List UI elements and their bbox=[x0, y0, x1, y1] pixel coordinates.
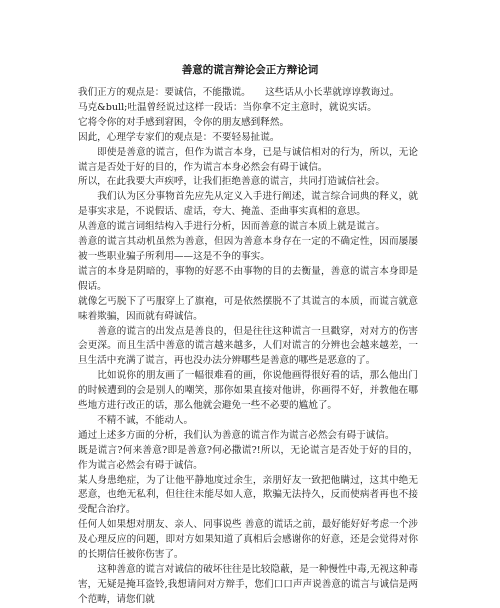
paragraph: 善意的谎言的出发点是善良的，但是往往这种谎言一旦戳穿，对对方的伤害会更深。而且生活中善意的谎言越来越多，人们对谎言的分辨也会越来越差，一旦生活中充满了谎言，再也没办法分辨哪些是善意的哪些是恶意的了。 bbox=[78, 325, 418, 367]
document-body bbox=[78, 86, 418, 608]
paragraph: 所以，在此我要大声疾呼，让我们拒绝善意的谎言，共同打造诚信社会。 bbox=[78, 176, 385, 188]
paragraph: 某人身患绝症，为了让他平静地度过余生，亲朋好友一致把他瞒过，这其中绝无恶意，也绝无私利，但往往未能尽如人意，欺骗无法持久，反而使病者再也不接受配合治疗。 bbox=[78, 474, 418, 516]
paragraph: 就像乞丐脱下了丐服穿上了旗袍，可是依然摆脱不了其谎言的本质，而谎言就意味着欺骗，因而就有碍诚信。 bbox=[78, 295, 418, 322]
paragraph: 这种善意的谎言对诚信的破坏往往是比较隐蔽，是一种慢性中毒,无视这种毒害，无疑是掩耳盗铃,我想请问对方辩手，您们口口声声说善意的谎言与诚信是两个范畴，请您们就 bbox=[78, 564, 418, 605]
paragraph: 马克&bull;吐温曾经说过这样一段话：当你拿不定主意时，就说实话。 bbox=[78, 101, 377, 113]
paragraph: 我们正方的观点是：要诚信，不能撒谎。 这些话从小长辈就谆谆教诲过。 bbox=[78, 87, 400, 98]
paragraph: 谎言的本身是阴暗的，事物的好恶不由事物的目的去衡量，善意的谎言本身即是假话。 bbox=[78, 265, 418, 292]
paragraph: 通过上述多方面的分析，我们认为善意的谎言作为谎言必然会有碍于诚信。 bbox=[78, 429, 395, 441]
paragraph: 不精不诚，不能动人。 bbox=[97, 414, 194, 426]
paragraph: 比如说你的朋友画了一幅很难看的画，你说他画得很好看的话，那么他出门的时候遭到的会是别人的嘲笑，那你如果直接对他讲，你画得不好，并教他在哪些地方进行改正的话，那么他就会避免一些不必要的尴尬了。 bbox=[78, 370, 418, 412]
paragraph: 善意的谎言其动机虽然为善意，但因为善意本身存在一定的不确定性，因而屡屡被一些职业骗子所利用——这是不争的事实。 bbox=[78, 236, 418, 262]
paragraph: 既是谎言?何来善意?即是善意?何必撒谎?!所以，无论谎言是否处于好的目的，作为谎言必然会有碍于诚信。 bbox=[78, 444, 418, 471]
paragraph: 因此，心理学专家们的观点是：不要轻易扯谎。 bbox=[78, 131, 280, 143]
paragraph: 我们认为区分事物首先应先从定义入手进行阐述，谎言综合词典的释义，就是事实求是，不说假话、虚话，夸大、掩盖、歪曲事实真相的意思。 bbox=[78, 191, 418, 218]
paragraph: 任何人如果想对朋友、亲人、同事说些 善意的谎话之前，最好能好好考虑一个涉及心理反应的问题，即对方如果知道了真相后会感谢你的好意，还是会觉得对你的长期信任被你伤害了。 bbox=[78, 519, 418, 561]
paragraph: 即使是善意的谎言，但作为谎言本身，已是与诚信相对的行为，所以，无论谎言是否处于好的目的，作为谎言本身必然会有碍于诚信。 bbox=[78, 146, 418, 173]
document-title: 善意的谎言辩论会正方辩论词 bbox=[181, 64, 319, 76]
paragraph: 它将令你的对手感到窘困，令你的朋友感到释然。 bbox=[78, 116, 290, 128]
paragraph: 从善意的谎言词组结构入手进行分析，因而善意的谎言本质上就是谎言。 bbox=[78, 221, 385, 233]
